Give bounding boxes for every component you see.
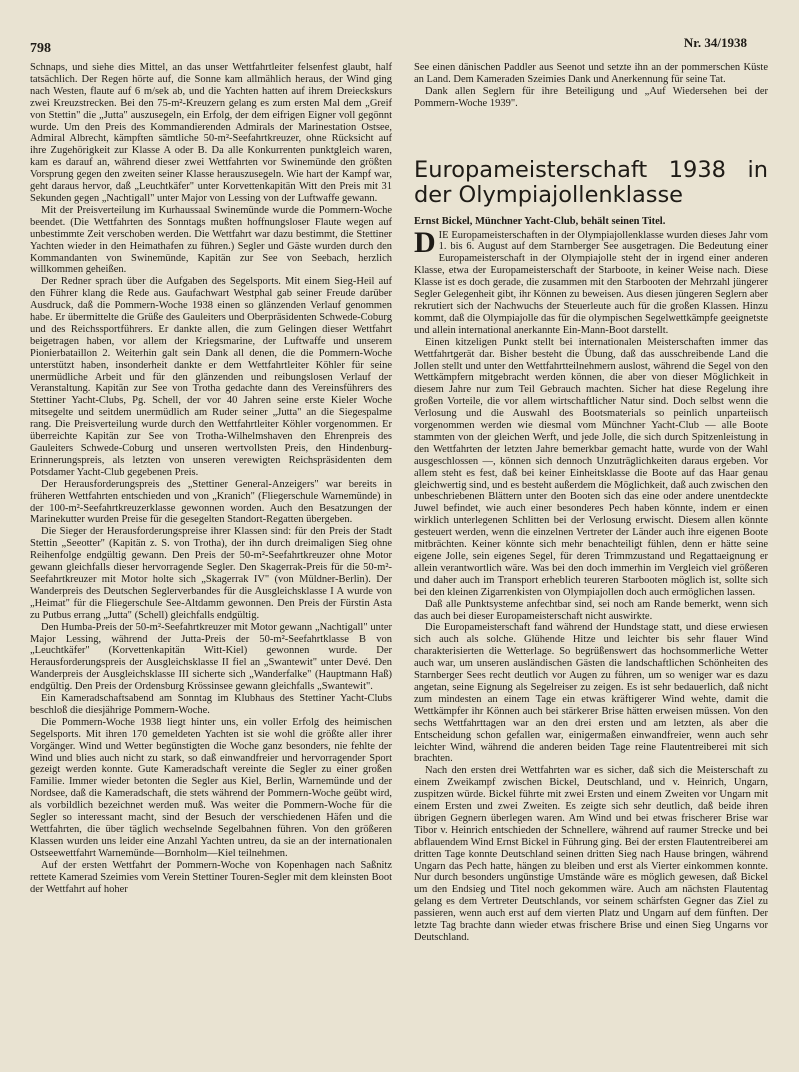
paragraph: Dank allen Seglern für ihre Beteiligung und „Auf Wiedersehen bei der Pommern-Woche 1939". [414,85,768,109]
issue-number: Nr. 34/1938 [683,35,747,50]
paragraph: Mit der Preisverteilung im Kurhaussaal Swinemünde wurde die Pommern-Woche beendet. (Die Wettfahrten des Sonntags mußten hoffnungsloser Flaute wegen auf unbestimmte Zeit verschoben werden. Die Wettfahrt war dazu bestimmt, die Stettiner Yachten wieder in den Heimathafen zu führen.) Segler und Gäste wurden durch den Kommandanten von Swinemünde, Kapitän zur See von Seebach, herzlich willkommen geheißen. [30,204,392,276]
paragraph: Der Redner sprach über die Aufgaben des Segelsports. Mit einem Sieg-Heil auf den Führer klang die Rede aus. Gaufachwart Westphal gab seiner Freude darüber Ausdruck, daß die Pommern-Woche 1938 einen so glänzenden Verlauf genommen habe. Er übermittelte die Grüße des Gauleiters und Oberpräsidenten Schwede-Coburg und des Reichssportführers. Er dankte allen, die zum Gelingen dieser Wettfahrt beigetragen haben, vor allem der Kriegsmarine, der Luftwaffe und unserem Pionierbataillon 2. Weiterhin galt sein Dank all denen, die die Pommern-Woche unterstützt haben, insonderheit dankte er dem Wettfahrtleiter Köhler für seine unermüdliche Arbeit und für den glänzenden und reibungslosen Verlauf der Veranstaltung. Kapitän zur See von Trotha gedachte dann des Vereinsführers des Stettiner Yacht-Clubs, Pg. Schell, der vor 40 Jahren seine erste Kieler Woche mitsegelte und seitdem unermüdlich am Ruder seiner „Jutta" an die Siegespalme rang. Die Preisverteilung wurde durch den Wettfahrtleiter Köhler vorgenommen. Er überreichte Kapitän zur See von Trotha-Wilhelmshaven den Ehrenpreis des Gauleiters Schwede-Coburg und unseren wertvollsten Preis, den Hindenburg-Erinnerungspreis, als letzten von unseren verewigten Reichspräsidenten dem Potsdamer Yacht-Club gegebenen Preis. [30,276,392,478]
paragraph: Den Humba-Preis der 50-m²-Seefahrtkreuzer mit Motor gewann „Nachtigall" unter Major Lessing, während der Jutta-Preis der 50-m²-Seefahrtklasse B von „Leuchtkäfer" (Korvettenkapitän Witt-Kiel) gewonnen wurde. Der Herausforderungspreis der Ausgleichsklasse II fiel an „Swantewit" unter Devé. Den Wanderpreis der Ausgleichsklasse III sicherte sich „Wanderfalke" (Hauptmann Haß) endgültig. Den Preis der Ordensburg Krössinsee gewann gleichfalls „Swantewit". [30,621,392,693]
first-paragraph [414,225,768,337]
paragraph: See einen dänischen Paddler aus Seenot und setzte ihn an der pommerschen Küste an Land. Dem Kameraden Szeimies Dank und Anerkennung für seine Tat. [414,62,768,85]
paragraph: Einen kitzeligen Punkt stellt bei internationalen Meisterschaften immer das Wettfahrtgerät dar. Bisher besteht die Übung, daß das ausschreibende Land die Jollen stellt und unter den Wettfahrtteilnehmern auslost, während die Segel von den Wettkämpfern mitgebracht werden können, die aber von dieser Möglichkeit in diesem Jahre nur zum Teil Gebrauch machten. Sicher hat diese Regelung ihre großen Vorteile, die vor allem wirtschaftlicher Natur sind. Doch selbst wenn die Verlosung und die Auswahl des Bootsmaterials so peinlich unparteiisch vorgenommen werden wie diesmal vom Münchner Yacht-Club — alle Boote stammten von der gleichen Werft, und jede Jolle, die sich durch Spitzenleistung in den Wettfahrten der letzten Jahre bemerkbar gemacht hatte, wurde von der Wahl ausgeschlossen —, können sich dennoch Unzuträglichkeiten daraus ergeben. Vor allem steht es fest, daß bei keiner Einheitsklasse die Boote auf das Haar genau gleichwertig sind, und es besteht außerdem die Möglichkeit, daß auch zwischen den unbeschriebenen Blättern unter den Booten sich das eine oder andere unentdeckte Juwel befindet, wie auch einer besonderes Pech haben könnte, indem er einen wirklich unterlegenen Schlitten bei der Verlosung erwischt. Diesem allen könnte gesteuert werden, wenn die einzelnen Vertreter der Länder auch ihre eigenen Boote mitbrächten. Keiner könnte sich mehr benachteiligt fühlen, denn er hätte seine eigene Jolle, sein eigenes Segel, für deren Trimmzustand und Regattaeignung er allein verantwortlich wäre. Was bei den doch immerhin im Vergleich viel größeren und daher auch im Transport erheblich teureren Starbooten möglich ist, sollte sich bei den kleinen Zigarrenkisten von Olympiajollen doch auch ermöglichen lassen. [414,336,768,598]
paragraph: Schnaps, und siehe dies Mittel, an das unser Wettfahrtleiter felsenfest glaubt, half tatsächlich. Der Regen hörte auf, die Sonne kam allmählich heraus, der Wind ging nach Westen, flaute auf 6 m/sek ab, und die Yachten hatten auf ihrem Dreieckskurs zwei Kreuzstrecken. Bei den 75-m²-Kreuzern gelang es zum ersten Mal dem „Greif von Stettin" die „Jutta" auszusegeln, ein Erfolg, der dem eifrigen Eigner voll gegönnt wurde. Um den Preis des Kommandierenden Admirals der Marinestation Ostsee, Admiral Albrecht, kämpften sämtliche 50-m²-Seefahrtkreuzer, ohne Rücksicht auf ihre Zugehörigkeit zur Klasse A oder B. Da alle Konkurrenten punktgleich waren, kam es darauf an, während dieser zwei Wettfahrten vor Swinemünde den größten Vorsprung gegen den zweiten seiner Klasse herauszusegeln. Wie hart der Kampf war, geht daraus hervor, daß „Leuchtkäfer" unter Korvettenkapitän Witt den Preis mit 31 Sekunden gegen „Nachtigall" unter Major von Lessing von der Luftwaffe gewann. [30,62,392,204]
paragraph: Die Europameisterschaft fand während der Hundstage statt, und diese erwiesen sich auch als solche. Glühende Hitze und leichter bis sehr flauer Wind charakterisierten die Wetterlage. So begrüßenswert das hochsommerliche Wetter auch war, um unseren ausländischen Gästen die landschaftlichen Schönheiten des Starnberger Sees recht deutlich vor Augen zu führen, um so weniger war es dazu angetan, seine Eignung als Segelreiser zu zeigen. Es ist sehr bedauerlich, daß nicht zum mindesten an einem Tage ein etwas kräftigerer Wind wehte, damit die Wettkämpfer ihr Können auch bei stärkerer Brise hätten erweisen müssen. Von den sechs Wettfahrttagen war an den drei ersten und am letzten, als aber die Entscheidung schon gefallen war, einigermaßen einwandfreier, wenn auch sehr leichter Wind, während die anderen beiden Tage reine Flautentreiberei mit sich brachten. [414,622,768,765]
page-number: 798 [30,41,51,56]
paragraph: Daß alle Punktsysteme anfechtbar sind, sei noch am Rande bemerkt, wenn sich das auch bei dieser Europameisterschaft nicht auswirkte. [414,598,768,622]
right-column [414,62,768,944]
first-paragraph-text: IE Europameisterschaften in der Olympiajollenklasse wurden dieses Jahr vom 1. bis 6. August auf dem Starnberger See ausgetragen. Die Bedeutung einer Europameisterschaft in der Olympiajolle steht der in irgend einer anderen Klasse, etwa der Europameisterschaft der Starboote, in keiner Weise nach. Diese Klasse ist es doch gerade, die zusammen mit den Starbooten der Mehrzahl jüngerer Segler Gelegenheit gibt, ihr Können zu beweisen. Aus diesen jüngeren Seglern aber rekrutiert sich der Nachwuchs der Steuerleute auch für die großen Klassen. Hinzu kommt, daß die Olympiajolle das für die olympischen Segelwettkämpfe geeignetste und allein international anerkannte Ein-Mann-Boot darstellt. [414,229,768,336]
paragraph: Die Pommern-Woche 1938 liegt hinter uns, ein voller Erfolg des heimischen Segelsports. Mit ihren 170 gemeldeten Yachten ist sie wohl die größte aller ihrer Vorgänger. Wind und Wetter begünstigten die Woche ganz besonders, nie fehlte der Wind und blies auch nicht zu stark, so daß einwandfreier und hervorragender Sport gezeigt werden konnte. Gute Kameradschaft vereinte die Segler zu einer großen Familie. Immer wieder betonten die Segler aus Kiel, Berlin, Warnemünde und der Nordsee, daß die Kameradschaft, die stets während der Pommern-Woche geübt wird, als vorbildlich bezeichnet werden muß. Was weiter die Pommern-Woche für die Segler so interessant macht, sind der Besuch der verschiedenen Häfen und die Wettfahrten, die über täglich wechselnde Segelbahnen führen. Von den größeren Klassen wurden uns leider eine Anzahl Yachten untreu, da sie an der internationalen Ostseewettfahrt Warnemünde—Bornholm—Kiel teilnehmen. [30,716,392,859]
article-headline: Europameisterschaft 1938 in der Olympiajollenklasse [414,156,768,208]
paragraph: Die Sieger der Herausforderungspreise ihrer Klassen sind: für den Preis der Stadt Stettin „Seeotter" (Kapitän z. S. von Trotha), der ihn durch dreimaligen Sieg ohne Reihenfolge endgültig gewann. Den Preis der 50-m²-Seefahrtkreuzer ohne Motor gewann gleichfalls dieser hervorragende Segler. Den Skagerrak-Preis für die 50-m²-Seefahrtkreuzer mit Motor holte sich „Skagerrak IV" (von Müldner-Berlin). Der Wanderpreis des Deutschen Seglerverbandes für die Ausgleichsklasse I A wurde von „Heimat" für die Fliegerschule See-Altdamm gewonnen. Den Preis der Fürstin Asta zu Putbus errang „Jutta" (Schell) gleichfalls endgültig. [30,526,392,621]
left-column [30,62,392,895]
paragraph: Ein Kameradschaftsabend am Sonntag im Klubhaus des Stettiner Yacht-Clubs beschloß die diesjährige Pommern-Woche. [30,693,392,716]
drop-cap: D [414,225,436,259]
paragraph: Auf der ersten Wettfahrt der Pommern-Woche von Kopenhagen nach Saßnitz rettete Kamerad Szeimies vom Verein Stettiner Touren-Segler mit dem kleinsten Boot der Wettfahrt auf hoher [30,859,392,895]
paragraph: Nach den ersten drei Wettfahrten war es sicher, daß sich die Meisterschaft zu einem Zweikampf zwischen Bickel, Deutschland, und v. Heinrich, Ungarn, zuspitzen würde. Bickel führte mit zwei Ersten und einem Zweiten vor Ungarn mit einem Ersten und zwei Zweiten. Es zeigte sich sehr deutlich, daß beide ihren übrigen Gegnern überlegen waren. Am Wind und bei etwas frischerer Brise war Tibor v. Heinrich entschieden der Schnellere, während auf raumer Strecke und bei abflauendem Wind Ernst Bickel in Führung ging. Bei der ersten Flautentreiberei am dritten Tage konnte Deutschland seinen dritten Sieg nach Hause bringen, während Ungarn das Pech hatte, hängen zu bleiben und erst als Vierter einkommen konnte. Nur durch besonders ungünstige Umstände wäre es möglich gewesen, daß Bickel um den Endsieg und Titel noch gekommen wäre. Auch am nächsten Flautentag gelang es dem Vertreter Deutschlands, vor seinem schärfsten Gegner das Ziel zu passieren, wenn auch erst auf dem vierten Platz und Ungarn auf dem fünften. Der letzte Tag brachte dann wieder etwas frischere Brise und einen Sieg Ungarns vor Deutschland. [414,765,768,943]
article-subtitle: Ernst Bickel, Münchner Yacht-Club, behält seinen Titel. [414,215,666,227]
paragraph: Der Herausforderungspreis des „Stettiner General-Anzeigers" war bereits in früheren Wettfahrten entschieden und von „Kranich" (Fliegerschule Warnemünde) in der 100-m²-Seefahrtkreuzerklasse gewonnen worden. Auch den Besatzungen der Marinekutter wurden Preise für die gesegelten Standort-Regatten übergeben. [30,478,392,526]
